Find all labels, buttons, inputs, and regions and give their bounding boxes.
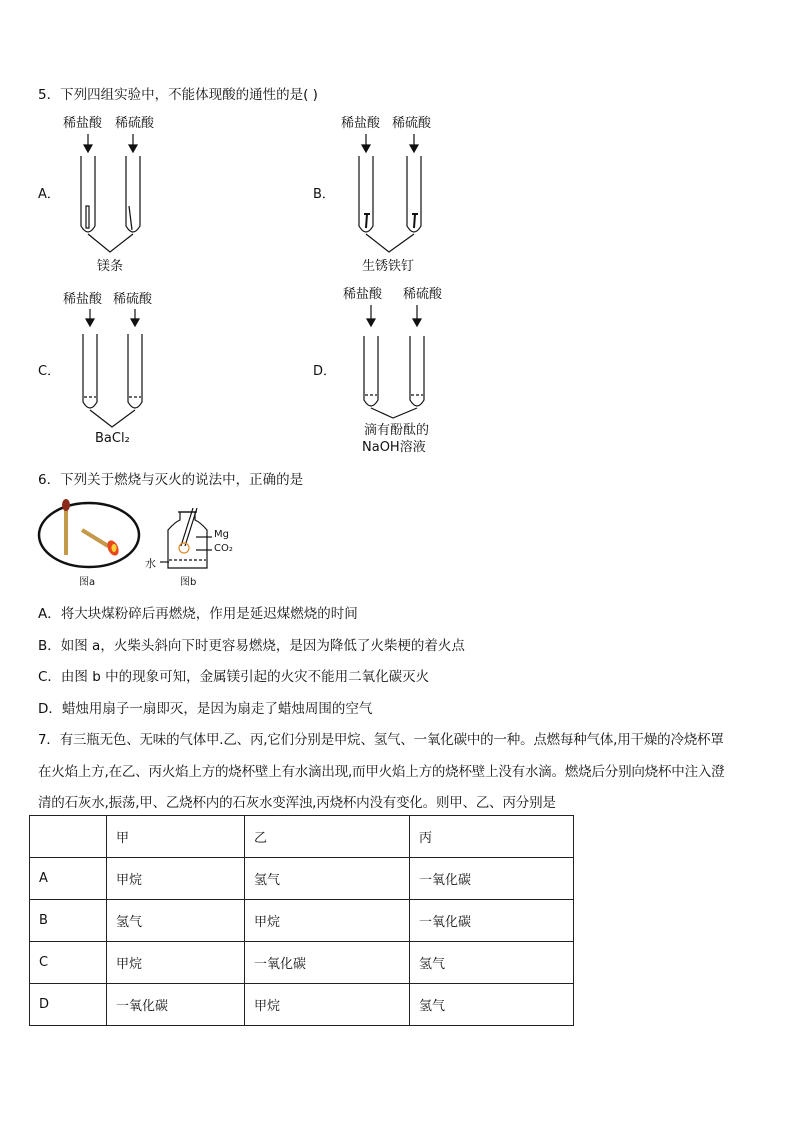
table-cell: 氢气 xyxy=(410,942,574,984)
table-cell: D xyxy=(30,984,107,1026)
q6-option-c: C．由图 b 中的现象可知，金属镁引起的火灾不能用二氧化碳灭火 xyxy=(38,669,430,685)
q5-d-reagent-line2: NaOH溶液 xyxy=(362,440,426,455)
q5-a-acid1: 稀盐酸 xyxy=(63,116,103,131)
q6-option-d: D．蜡烛用扇子一扇即灭，是因为扇走了蜡烛周围的空气 xyxy=(38,701,373,717)
q5-b-reagent: 生锈铁钉 xyxy=(362,259,415,274)
q6-fig-b-caption: 图b xyxy=(180,577,197,588)
q5-b-acid2: 稀硫酸 xyxy=(392,116,432,131)
q5-c-reagent: BaCl₂ xyxy=(95,431,130,446)
table-header-cell: 丙 xyxy=(410,816,574,858)
table-cell: 一氧化碳 xyxy=(410,900,574,942)
table-cell: 氢气 xyxy=(245,858,410,900)
q6-fig-b-water-label: 水 xyxy=(145,557,156,570)
q6-option-a: A．将大块煤粉碎后再燃烧，作用是延迟煤燃烧的时间 xyxy=(38,606,358,622)
q5-c-acid2: 稀硫酸 xyxy=(113,292,153,307)
q5-a-reagent: 镁条 xyxy=(97,259,124,274)
table-cell: 氢气 xyxy=(107,900,245,942)
table-header-cell: 甲 xyxy=(107,816,245,858)
table-cell: 甲烷 xyxy=(107,858,245,900)
q6-fig-b-co2-label: CO₂ xyxy=(214,543,233,554)
table-row xyxy=(30,900,574,942)
table-cell: 甲烷 xyxy=(245,984,410,1026)
q6-option-b: B．如图 a，火柴头斜向下时更容易燃烧，是因为降低了火柴梗的着火点 xyxy=(38,638,465,654)
q5-option-d-letter: D． xyxy=(313,364,337,379)
q5-option-a-letter: A． xyxy=(38,187,60,202)
q7-stem-line1: 7．有三瓶无色、无味的气体甲.乙、丙,它们分别是甲烷、氢气、一氧化碳中的一种。点燃每种气体,用干燥的冷烧杯罩 xyxy=(38,732,724,748)
q6-stem: 6．下列关于燃烧与灭火的说法中，正确的是 xyxy=(38,472,304,488)
table-header-row xyxy=(30,816,574,858)
table-row xyxy=(30,984,574,1026)
q5-stem: 5．下列四组实验中，不能体现酸的通性的是( ) xyxy=(38,87,318,103)
table-header-cell: 乙 xyxy=(245,816,410,858)
table-row xyxy=(30,942,574,984)
q5-option-c-letter: C． xyxy=(38,364,61,379)
q5-b-acid1: 稀盐酸 xyxy=(341,116,381,131)
q6-fig-a-caption: 图a xyxy=(79,577,96,588)
q5-d-acid1: 稀盐酸 xyxy=(343,287,383,302)
table-cell: B xyxy=(30,900,107,942)
table-row xyxy=(30,858,574,900)
q5-a-acid2: 稀硫酸 xyxy=(115,116,155,131)
q5-option-b-letter: B． xyxy=(313,187,335,202)
q7-stem-line2: 在火焰上方,在乙、丙火焰上方的烧杯壁上有水滴出现,而甲火焰上方的烧杯壁上没有水滴。燃烧后分别向烧杯中注入澄 xyxy=(38,764,725,780)
q5-d-reagent-line1: 滴有酚酞的 xyxy=(364,423,430,438)
table-header-cell xyxy=(30,816,107,858)
table-cell: 氢气 xyxy=(410,984,574,1026)
table-cell: A xyxy=(30,858,107,900)
table-cell: 一氧化碳 xyxy=(107,984,245,1026)
q5-d-acid2: 稀硫酸 xyxy=(403,287,443,302)
q7-stem-line3: 清的石灰水,振荡,甲、乙烧杯内的石灰水变浑浊,丙烧杯内没有变化。则甲、乙、丙分别是 xyxy=(38,795,556,811)
table-cell: 甲烷 xyxy=(107,942,245,984)
q5-c-acid1: 稀盐酸 xyxy=(63,292,103,307)
q6-fig-b-mg-label: Mg xyxy=(214,529,229,540)
table-cell: 甲烷 xyxy=(245,900,410,942)
table-cell: C xyxy=(30,942,107,984)
q7-answer-table xyxy=(29,815,574,1026)
table-cell: 一氧化碳 xyxy=(245,942,410,984)
table-cell: 一氧化碳 xyxy=(410,858,574,900)
